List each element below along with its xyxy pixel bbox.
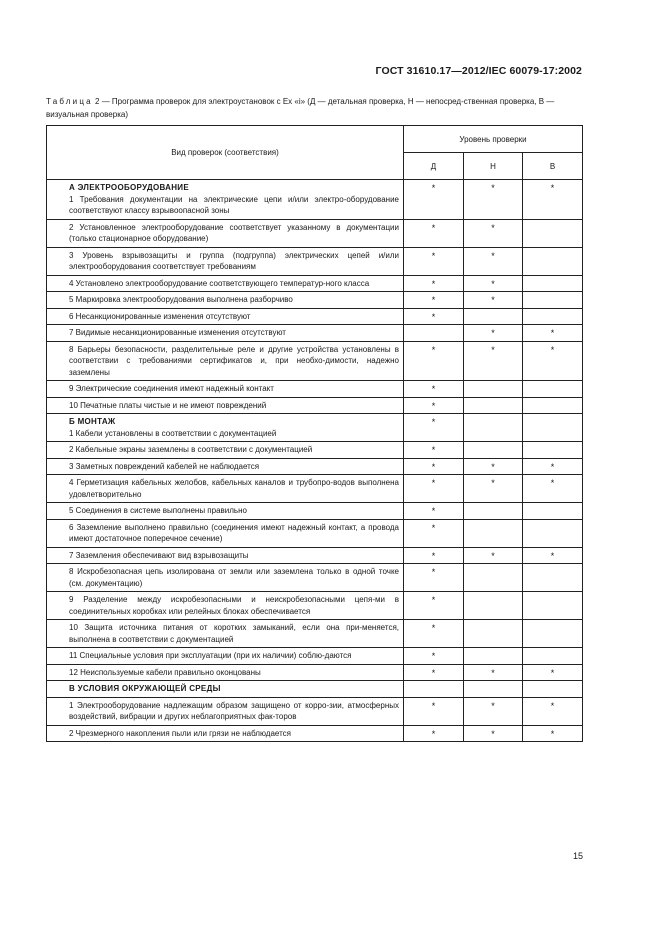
check-mark-d: * [404, 180, 464, 220]
check-mark-d: * [404, 648, 464, 665]
check-mark-d [404, 325, 464, 342]
table-row [47, 397, 583, 414]
item-text: 8 Барьеры безопасности, разделительные реле и другие устройства установлены в соответствии с требованиями сертификатов и, при необхо-димости, надежно заземлены [69, 344, 399, 377]
check-mark-v [523, 681, 583, 698]
table-row [47, 697, 583, 725]
item-text: 5 Маркировка электрооборудования выполнена разборчиво [69, 295, 293, 304]
inspection-item [47, 620, 404, 648]
check-mark-d: * [404, 341, 464, 381]
table-row [47, 292, 583, 309]
check-mark-n [464, 681, 523, 698]
inspection-item [47, 648, 404, 665]
check-mark-v [523, 219, 583, 247]
check-mark-v [523, 648, 583, 665]
check-mark-d: * [404, 592, 464, 620]
column-header-d: Д [404, 153, 464, 180]
table-row [47, 308, 583, 325]
check-mark-n [464, 503, 523, 520]
table-row [47, 681, 583, 698]
inspection-item [47, 325, 404, 342]
check-mark-v: * [523, 341, 583, 381]
check-mark-n: * [464, 664, 523, 681]
check-mark-v [523, 275, 583, 292]
item-text: 6 Несанкционированные изменения отсутствуют [69, 311, 251, 321]
check-mark-v [523, 442, 583, 459]
table-row [47, 503, 583, 520]
check-mark-d: * [404, 381, 464, 398]
check-mark-d: * [404, 519, 464, 547]
caption-text: 2 — Программа проверок для электроустановок с Ex «i» (Д — детальная проверка, Н — непосред-ственная проверка, В — визуальная проверка) [46, 97, 555, 119]
table-caption [46, 95, 581, 121]
check-mark-d: * [404, 275, 464, 292]
check-mark-v [523, 292, 583, 309]
table-row [47, 475, 583, 503]
check-mark-v [523, 397, 583, 414]
check-mark-n [464, 620, 523, 648]
item-text: 2 Установленное электрооборудование соответствует указанному в документации (только стационарное оборудование) [69, 222, 399, 243]
check-mark-n: * [464, 292, 523, 309]
check-mark-n [464, 414, 523, 442]
check-mark-d: * [404, 564, 464, 592]
check-mark-d: * [404, 308, 464, 325]
column-header-v: В [523, 153, 583, 180]
item-text: 3 Заметных повреждений кабелей не наблюдается [69, 461, 260, 471]
check-mark-d [404, 681, 464, 698]
check-mark-v: * [523, 458, 583, 475]
check-mark-d: * [404, 547, 464, 564]
check-mark-n [464, 592, 523, 620]
item-text: 2 Кабельные экраны заземлены в соответствии с документацией [69, 445, 313, 454]
check-mark-n: * [464, 547, 523, 564]
inspection-item [47, 442, 404, 459]
check-mark-n [464, 397, 523, 414]
table-row [47, 664, 583, 681]
inspection-item [47, 381, 404, 398]
check-mark-n: * [464, 180, 523, 220]
page-number: 15 [573, 851, 584, 861]
check-mark-d: * [404, 725, 464, 742]
table-row [47, 725, 583, 742]
item-text: 9 Электрические соединения имеют надежный контакт [69, 384, 274, 393]
check-mark-n [464, 442, 523, 459]
check-mark-n: * [464, 697, 523, 725]
table-row [47, 648, 583, 665]
check-mark-v [523, 592, 583, 620]
inspection-item [47, 180, 404, 220]
inspection-item [47, 308, 404, 325]
check-mark-n: * [464, 725, 523, 742]
table-row [47, 325, 583, 342]
table-row [47, 547, 583, 564]
check-mark-d: * [404, 292, 464, 309]
inspection-program-table [46, 125, 583, 742]
document-number: ГОСТ 31610.17—2012/IEC 60079-17:2002 [375, 65, 582, 77]
check-mark-v [523, 503, 583, 520]
check-mark-v: * [523, 180, 583, 220]
check-mark-n [464, 519, 523, 547]
item-text: 10 Защита источника питания от коротких замыканий, если она при-меняется, выполнена в соответствии с документацией [69, 623, 399, 644]
check-mark-d: * [404, 397, 464, 414]
item-text: 11 Специальные условия при эксплуатации (при их наличии) соблю-даются [69, 651, 352, 660]
inspection-item [47, 341, 404, 381]
inspection-item [47, 275, 404, 292]
table-row [47, 247, 583, 275]
inspection-item [47, 592, 404, 620]
check-mark-d: * [404, 475, 464, 503]
check-mark-v [523, 381, 583, 398]
item-text: 1 Кабели установлены в соответствии с документацией [69, 428, 277, 438]
item-text: 1 Требования документации на электрические цепи и/или электро-оборудование соответствуют классу взрывоопасной зоны [69, 194, 399, 215]
inspection-item [47, 725, 404, 742]
inspection-item [47, 681, 404, 698]
check-mark-d: * [404, 442, 464, 459]
check-mark-d: * [404, 503, 464, 520]
table-row [47, 275, 583, 292]
check-mark-d: * [404, 697, 464, 725]
check-mark-d: * [404, 414, 464, 442]
item-text: 8 Искробезопасная цепь изолирована от земли или заземлена только в одной точке (см. документацию) [69, 567, 399, 588]
column-header-level: Уровень проверки [404, 126, 583, 153]
inspection-item [47, 475, 404, 503]
check-mark-v [523, 519, 583, 547]
table-row [47, 458, 583, 475]
caption-label: Таблица [46, 97, 93, 106]
check-mark-d: * [404, 458, 464, 475]
item-text: 5 Соединения в системе выполнены правильно [69, 506, 247, 515]
check-mark-n: * [464, 247, 523, 275]
item-text: 1 Электрооборудование надлежащим образом защищено от корро-зии, атмосферных воздействий, вибрации и других неблагоприятных фак-торов [69, 700, 399, 721]
check-mark-v: * [523, 547, 583, 564]
item-text: 12 Неиспользуемые кабели правильно оконцованы [69, 667, 261, 677]
table-row [47, 519, 583, 547]
item-text: 10 Печатные платы чистые и не имеют повреждений [69, 400, 267, 410]
item-text: 2 Чрезмерного накопления пыли или грязи не наблюдается [69, 728, 291, 738]
inspection-item [47, 519, 404, 547]
check-mark-n: * [464, 275, 523, 292]
inspection-item [47, 414, 404, 442]
inspection-item [47, 503, 404, 520]
section-title: В УСЛОВИЯ ОКРУЖАЮЩЕЙ СРЕДЫ [69, 684, 221, 693]
table-row [47, 180, 583, 220]
table-row [47, 219, 583, 247]
check-mark-d: * [404, 620, 464, 648]
check-mark-v: * [523, 697, 583, 725]
column-header-kind: Вид проверок (соответствия) [47, 126, 404, 180]
check-mark-n: * [464, 341, 523, 381]
item-text: 9 Разделение между искробезопасными и неискробезопасными цепя-ми в соединительных коробках или релейных блоках обеспечивается [69, 595, 399, 616]
inspection-item [47, 458, 404, 475]
check-mark-v [523, 308, 583, 325]
inspection-item [47, 292, 404, 309]
check-mark-d: * [404, 247, 464, 275]
check-mark-n: * [464, 458, 523, 475]
check-mark-v [523, 620, 583, 648]
check-mark-v [523, 247, 583, 275]
column-header-n: Н [464, 153, 523, 180]
table-row [47, 414, 583, 442]
check-mark-n: * [464, 325, 523, 342]
check-mark-n [464, 648, 523, 665]
check-mark-d: * [404, 664, 464, 681]
table-row [47, 442, 583, 459]
table-body [47, 180, 583, 742]
item-text: 4 Герметизация кабельных желобов, кабельных каналов и трубопро-водов выполнена удовлетворительно [69, 478, 399, 499]
check-mark-v [523, 414, 583, 442]
check-mark-v: * [523, 325, 583, 342]
check-mark-n: * [464, 219, 523, 247]
item-text: 4 Установлено электрооборудование соответствующего температур-ного класса [69, 278, 370, 288]
check-mark-n: * [464, 475, 523, 503]
table-row [47, 620, 583, 648]
table-row [47, 381, 583, 398]
check-mark-v: * [523, 725, 583, 742]
inspection-item [47, 247, 404, 275]
check-mark-n [464, 381, 523, 398]
check-mark-v [523, 564, 583, 592]
table-row [47, 341, 583, 381]
check-mark-d: * [404, 219, 464, 247]
section-title: Б МОНТАЖ [69, 417, 116, 426]
inspection-item [47, 219, 404, 247]
inspection-item [47, 547, 404, 564]
inspection-item [47, 697, 404, 725]
table-row [47, 592, 583, 620]
item-text: 7 Заземления обеспечивают вид взрывозащиты [69, 550, 249, 560]
item-text: 3 Уровень взрывозащиты и группа (подгруппа) электрических цепей и/или электрооборудования соответствует требованиям [69, 250, 399, 271]
inspection-item [47, 664, 404, 681]
item-text: 7 Видимые несанкционированные изменения отсутствуют [69, 328, 286, 337]
check-mark-v: * [523, 664, 583, 681]
check-mark-n [464, 564, 523, 592]
table-row [47, 564, 583, 592]
inspection-item [47, 564, 404, 592]
item-text: 6 Заземление выполнено правильно (соединения имеют надежный контакт, а провода имеют достаточное поперечное сечение) [69, 522, 399, 543]
check-mark-n [464, 308, 523, 325]
inspection-item [47, 397, 404, 414]
check-mark-v: * [523, 475, 583, 503]
section-title: А ЭЛЕКТРООБОРУДОВАНИЕ [69, 183, 189, 192]
